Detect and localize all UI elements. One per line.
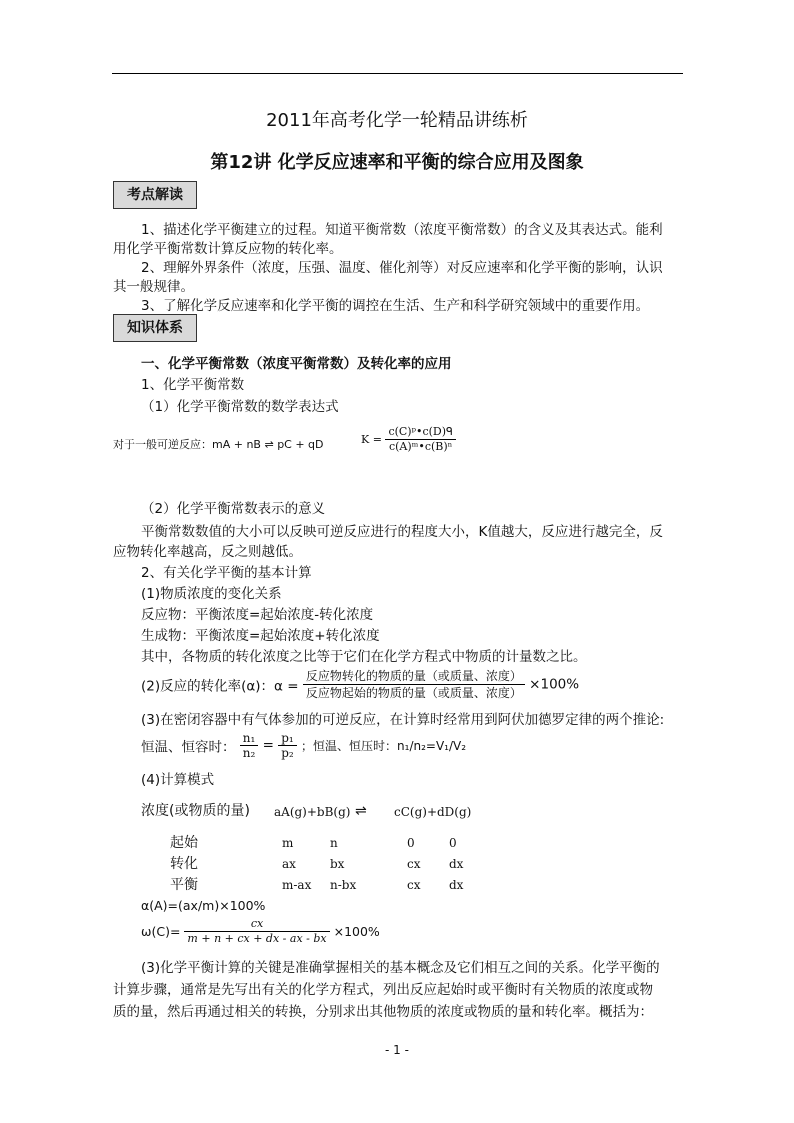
calc-cell: 0 [449,836,457,850]
item-1-1: （1）化学平衡常数的数学表达式 [141,399,339,415]
inference-p2: p₂ [281,746,294,760]
reaction-equation [113,437,324,453]
kaodian-line-2: 用化学平衡常数计算反应物的转化率。 [113,241,343,257]
calc-cell: n [330,836,338,850]
kaodian-line-1: 1、描述化学平衡建立的过程。知道平衡常数（浓度平衡常数）的含义及其表达式。能利 [141,222,663,238]
product-line: 生成物：平衡浓度=起始浓度+转化浓度 [141,628,380,644]
lecture-title: 第12讲 化学反应速率和平衡的综合应用及图象 [210,152,584,173]
k-numerator: c(C)ᵖ•c(D)ᑫ [385,425,456,440]
inference-equals: = [262,737,274,754]
inference-n1: n₁ [240,731,259,746]
kaodian-line-5: 3、了解化学反应速率和化学平衡的调控在生活、生产和科学研究领域中的重要作用。 [141,298,650,314]
calc-arrow-icon: ⇌ [355,803,367,819]
page-title: 2011年高考化学一轮精品讲练析 [266,110,528,131]
reaction-products: pC + qD [277,438,324,451]
meaning-line-2: 应物转化率越高，反之则越低。 [113,544,302,560]
item-2: 2、有关化学平衡的基本计算 [141,565,312,581]
calc-label: 浓度(或物质的量) [141,803,250,819]
item-1: 1、化学平衡常数 [141,377,245,393]
conversion-prefix: (2)反应的转化率(α)：α = [141,678,299,695]
conversion-numerator: 反应物转化的物质的量（或质量、浓度） [303,668,525,685]
kaodian-line-3: 2、理解外界条件（浓度，压强、温度、催化剂等）对反应速率和化学平衡的影响，认识 [141,260,663,276]
calc-cell: n-bx [330,878,357,892]
reactant-line: 反应物：平衡浓度=起始浓度-转化浓度 [141,607,374,623]
calc-cell: 0 [407,836,415,850]
calc-row-label: 起始 [170,835,198,851]
omega-numerator: cx [184,917,329,932]
calc-cell: bx [330,857,345,871]
omega-suffix: ×100% [333,924,380,939]
inference-n2: n₂ [242,746,256,760]
ratio-line: 其中，各物质的转化浓度之比等于它们在化学方程式中物质的计量数之比。 [141,649,587,665]
calc-cell: cx [407,878,421,892]
meaning-line-1: 平衡常数数值的大小可以反映可逆反应进行的程度大小，K值越大，反应进行越完全，反 [141,524,663,540]
calc-cell: m [282,836,294,850]
inference-formula [141,731,466,760]
inference-suffix: ；恒温、恒压时：n₁/n₂=V₁/V₂ [301,739,467,753]
calc-reactants: aA(g)+bB(g) [274,805,351,819]
item-2-4: (4)计算模式 [141,772,215,788]
calc-cell: dx [449,878,464,892]
inference-prefix: 恒温、恒容时： [141,739,236,756]
calc-cell: dx [449,857,464,871]
item-1-2: （2）化学平衡常数表示的意义 [141,501,326,517]
sub-heading: 一、化学平衡常数（浓度平衡常数）及转化率的应用 [141,356,452,372]
key-line-1: (3)化学平衡计算的关键是准确掌握相关的基本概念及它们相互之间的关系。化学平衡的 [141,960,660,976]
section-heading-zhishi: 知识体系 [113,314,197,342]
avogadro-line: (3)在密闭容器中有气体参加的可逆反应，在计算时经常用到阿伏加德罗定律的两个推论: [141,712,665,728]
page-number: - 1 - [385,1043,409,1057]
calc-cell: ax [282,857,296,871]
k-expression [361,425,456,454]
calc-row-label: 平衡 [170,877,198,893]
header-rule [112,73,683,74]
calc-row-label: 转化 [170,856,198,872]
calc-products: cC(g)+dD(g) [394,805,472,819]
omega-formula [141,917,380,946]
inference-p1: p₁ [278,731,297,746]
key-line-3: 质的量，然后再通过相关的转换，分别求出其他物质的浓度或物质的量和转化率。概括为： [113,1004,653,1020]
equilibrium-arrow-icon: ⇌ [264,438,274,451]
omega-prefix: ω(C)= [141,924,181,939]
kaodian-line-4: 其一般规律。 [113,279,194,295]
k-label: K = [361,433,382,446]
key-line-2: 计算步骤，通常是先写出有关的化学方程式，列出反应起始时或平衡时有关物质的浓度或物 [113,982,653,998]
alpha-formula: α(A)=(ax/m)×100% [141,898,266,913]
calc-cell: m-ax [282,878,312,892]
calc-cell: cx [407,857,421,871]
reaction-reactants: 对于一般可逆反应：mA + nB [113,438,261,451]
conversion-suffix: ×100% [529,676,580,693]
omega-denominator: m + n + cx + dx - ax - bx [187,932,327,945]
conversion-formula [141,668,579,701]
conversion-denominator: 反应物起始的物质的量（或质量、浓度） [305,686,522,700]
k-denominator: c(A)ᵐ•c(B)ⁿ [388,440,453,453]
item-2-1: (1)物质浓度的变化关系 [141,586,282,602]
section-heading-kaodian: 考点解读 [113,181,197,209]
